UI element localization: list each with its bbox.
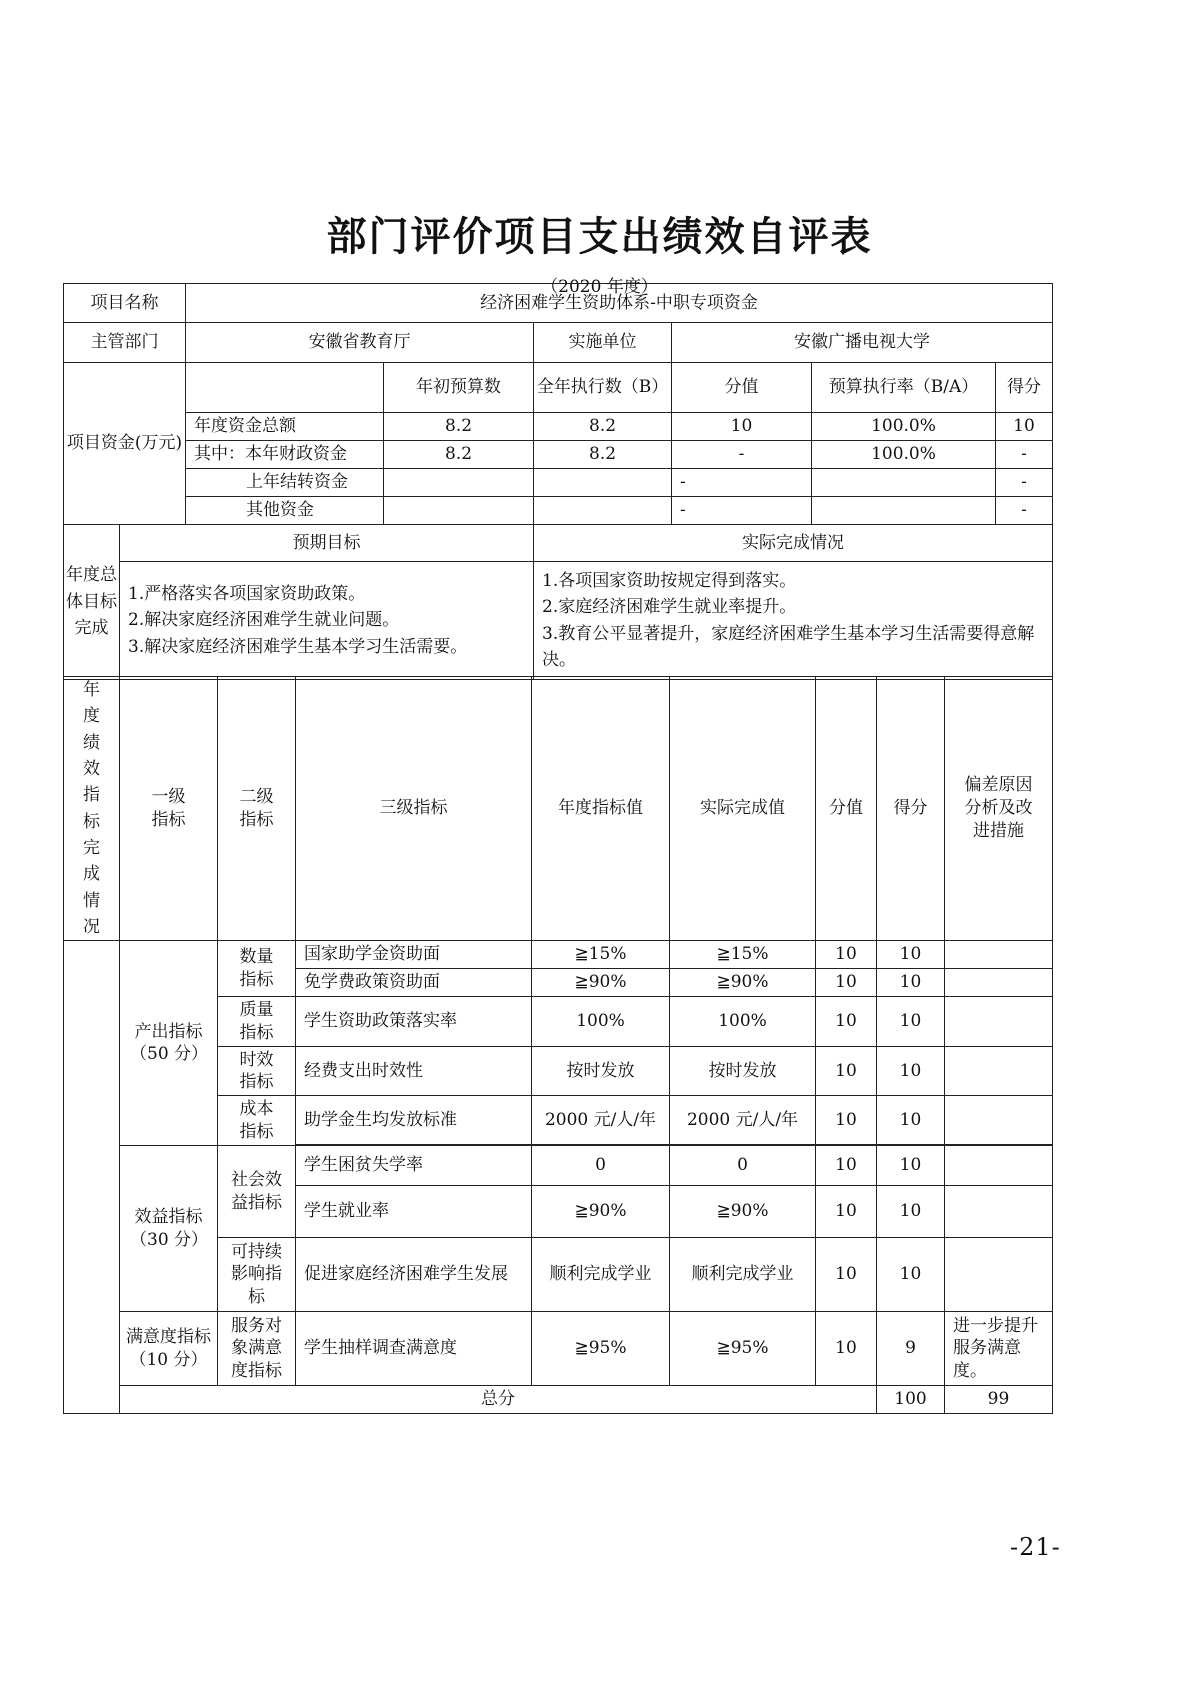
indicator-score-value: 10 [816,1047,877,1096]
funds-row-score: - [996,469,1053,497]
goal-expected-item: 1.严格落实各项国家资助政策。 [128,583,366,604]
header-level2: 二级指标 [218,677,296,941]
header-score: 得分 [877,677,945,941]
indicator-target: ≧90% [532,969,670,997]
indicator-name: 免学费政策资助面 [296,969,532,997]
funds-row-score: 10 [996,413,1053,441]
funds-row-score-value: - [672,469,812,497]
indicator-deviation [945,1238,1053,1312]
indicator-target: 0 [532,1146,670,1186]
group-benefit: 效益指标（30 分） [120,1146,218,1312]
goal-expected-item: 2.解决家庭经济困难学生就业问题。 [128,610,400,631]
project-name: 经济困难学生资助体系-中职专项资金 [186,284,1053,323]
indicator-deviation: 进一步提升服务满意度。 [945,1312,1053,1386]
funds-row-initial: 8.2 [384,413,534,441]
indicator-score-value: 10 [816,1096,877,1145]
goal-actual-item: 1.各项国家资助按规定得到落实。 [542,570,797,591]
funds-label: 项目资金(万元) [64,363,186,525]
indicator-score-value: 10 [816,1186,877,1238]
indicator-deviation [945,1146,1053,1186]
indicator-score: 9 [877,1312,945,1386]
group-output: 产出指标（50 分） [120,941,218,1146]
funds-row-name: 上年结转资金 [186,469,384,497]
page-number: -21- [1010,1533,1061,1561]
indicator-actual: ≧15% [670,941,816,969]
funds-header-executed: 全年执行数（B） [534,363,672,413]
indicator-score: 10 [877,1047,945,1096]
indicator-score: 10 [877,1186,945,1238]
goals-expected [120,562,534,680]
funds-row-initial: 8.2 [384,441,534,469]
funds-row-rate [812,497,996,525]
indicator-score: 10 [877,1096,945,1145]
sub-social: 社会效益指标 [218,1146,296,1238]
project-info-table [63,283,1053,680]
goal-actual-item: 3.教育公平显著提升，家庭经济困难学生基本学习生活需要得意解决。 [542,623,1035,670]
header-score-value: 分值 [816,677,877,941]
funds-row-executed: 8.2 [534,441,672,469]
indicator-score-value: 10 [816,997,877,1047]
sub-service: 服务对象满意度指标 [218,1312,296,1386]
goal-actual-item: 2.家庭经济困难学生就业率提升。 [542,597,797,618]
indicator-deviation [945,1096,1053,1145]
indicator-deviation [945,941,1053,969]
total-label: 总分 [120,1386,877,1414]
funds-row-rate: 100.0% [812,441,996,469]
indicator-score-value: 10 [816,941,877,969]
header-deviation: 偏差原因分析及改进措施 [945,677,1053,941]
indicator-name: 学生就业率 [296,1186,532,1238]
indicator-name: 促进家庭经济困难学生发展 [296,1238,532,1312]
indicator-target: ≧15% [532,941,670,969]
indicator-score: 10 [877,969,945,997]
goals-actual [534,562,1053,680]
dept-label: 主管部门 [64,323,186,363]
indicator-target: 100% [532,997,670,1047]
indicator-actual: 100% [670,997,816,1047]
project-name-label: 项目名称 [64,284,186,323]
indicator-name: 助学金生均发放标准 [296,1096,532,1145]
indicator-target: ≧95% [532,1312,670,1386]
indicator-actual: 2000 元/人/年 [670,1096,816,1145]
funds-row-score-value: 10 [672,413,812,441]
impl-label: 实施单位 [534,323,672,363]
funds-header-score: 得分 [996,363,1053,413]
funds-row-executed [534,469,672,497]
indicator-deviation [945,1047,1053,1096]
indicator-score: 10 [877,997,945,1047]
funds-header-rate: 预算执行率（B/A） [812,363,996,413]
indicator-score-value: 10 [816,1146,877,1186]
indicator-actual: 顺利完成学业 [670,1238,816,1312]
funds-row-score: - [996,441,1053,469]
funds-row-initial [384,497,534,525]
indicator-score: 10 [877,941,945,969]
indicator-actual: 按时发放 [670,1047,816,1096]
funds-row-name: 年度资金总额 [186,413,384,441]
total-score-value: 100 [877,1386,945,1414]
goals-label: 年度总体目标完成 [64,525,120,680]
indicator-target: 顺利完成学业 [532,1238,670,1312]
goal-expected-item: 3.解决家庭经济困难学生基本学习生活需要。 [128,636,468,657]
sub-sustainable: 可持续影响指标 [218,1238,296,1312]
sub-quality: 质量指标 [218,997,296,1047]
fiscal-year: （2020 年度） [541,277,658,297]
sub-quantity: 数量指标 [218,941,296,997]
indicator-deviation [945,1186,1053,1238]
funds-row-score: - [996,497,1053,525]
indicator-score-value: 10 [816,1312,877,1386]
indicator-target: 按时发放 [532,1047,670,1096]
indicator-target: ≧90% [532,1186,670,1238]
dept-value: 安徽省教育厅 [186,323,534,363]
page-title: 部门评价项目支出绩效自评表 [326,213,873,260]
indicator-name: 学生资助政策落实率 [296,997,532,1047]
header-level1: 一级指标 [120,677,218,941]
indicator-score-value: 10 [816,969,877,997]
funds-row-score-value: - [672,497,812,525]
indicator-actual: ≧90% [670,1186,816,1238]
header-target: 年度指标值 [532,677,670,941]
funds-row-name: 其他资金 [186,497,384,525]
funds-row-rate: 100.0% [812,413,996,441]
indicator-actual: ≧95% [670,1312,816,1386]
indicator-name: 学生困贫失学率 [296,1146,532,1186]
goals-expected-header: 预期目标 [120,525,534,562]
indicator-actual: ≧90% [670,969,816,997]
indicator-deviation [945,997,1053,1047]
indicator-actual: 0 [670,1146,816,1186]
funds-row-score-value: - [672,441,812,469]
funds-row-executed [534,497,672,525]
indicator-target: 2000 元/人/年 [532,1096,670,1145]
indicator-score: 10 [877,1238,945,1312]
sub-cost: 成本指标 [218,1096,296,1146]
indicator-name: 学生抽样调查满意度 [296,1312,532,1386]
goals-actual-header: 实际完成情况 [534,525,1053,562]
group-satisfaction: 满意度指标（10 分） [120,1312,218,1386]
indicator-deviation [945,969,1053,997]
header-actual: 实际完成值 [670,677,816,941]
funds-row-executed: 8.2 [534,413,672,441]
indicators-table [63,676,1053,1414]
funds-header-initial: 年初预算数 [384,363,534,413]
funds-header-blank [186,363,384,413]
total-score: 99 [945,1386,1053,1414]
header-level3: 三级指标 [296,677,532,941]
indicator-name: 国家助学金资助面 [296,941,532,969]
indicator-score: 10 [877,1146,945,1186]
funds-header-score-value: 分值 [672,363,812,413]
indicator-score-value: 10 [816,1238,877,1312]
funds-row-name: 其中：本年财政资金 [186,441,384,469]
funds-row-initial [384,469,534,497]
sub-timeliness: 时效指标 [218,1047,296,1096]
funds-row-rate [812,469,996,497]
indicators-blank [64,941,120,1414]
impl-value: 安徽广播电视大学 [672,323,1053,363]
indicator-name: 经费支出时效性 [296,1047,532,1096]
indicators-label: 年度绩效指标完成情况 [64,677,120,941]
